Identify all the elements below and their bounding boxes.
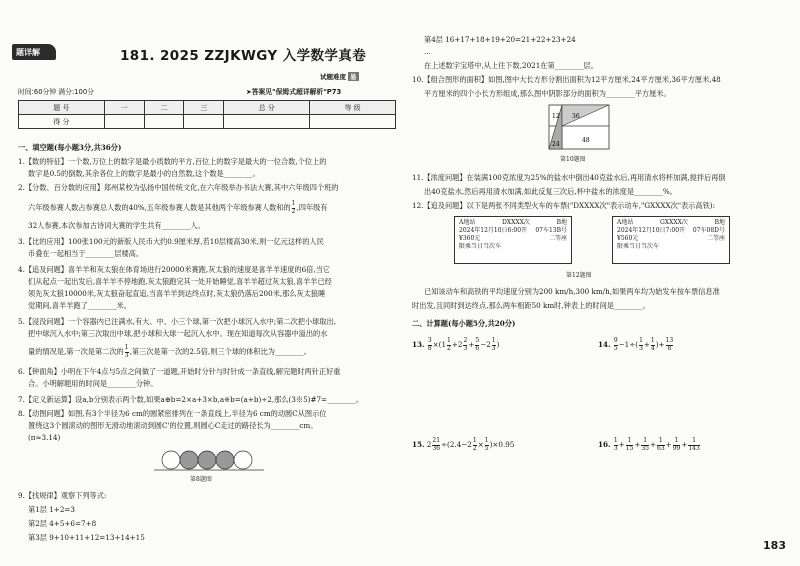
q5-text: 量的情况是,第一次是第二次的 [28, 347, 124, 356]
q5-line1: 5.【浸没问题】一个容器内已注满水,有大、中、小三个球,第一次把小球沉入水中;第二次把小球取出, [18, 317, 337, 326]
q2-text: ,四年级有 [296, 203, 328, 212]
ticket-note: 限乘当日当次车 [617, 243, 660, 250]
ticket-row [459, 235, 567, 243]
q13: 13. $\frac{3}{8}$ ×(1 $\frac{1}{2}$ +2 $\frac{2}{3}$ + $\frac{5}{6}$ −2 $\frac{1}{3}$ ) [412, 337, 500, 352]
q4-line1: 4.【追及问题】喜羊羊和灰太狼在体育场进行20000米赛跑,灰太狼的速度是喜羊羊速度的6倍,当它 [18, 265, 330, 274]
q10-line2: 平方厘米的四个小长方形组成,那么图中阴影部分的面积为________平方厘米。 [424, 89, 671, 98]
q2-line3: 32人参赛,本次参加古诗词大赛的学生共有________人。 [28, 221, 205, 230]
ticket-no: DXXXX次 [502, 219, 530, 226]
difficulty [320, 72, 359, 81]
area-label: 24 [552, 141, 560, 148]
q5-line2: 把中球沉入水中;第三次取出中球,把小球和大球一起沉入水中。现在知道每次从容器中溢出的水 [28, 329, 328, 338]
q9-line1: 9.【找规律】观察下列等式: [18, 491, 107, 500]
fraction: $\frac{1}{3}$ [124, 344, 129, 359]
page-title: 181. 2025 ZZJKWGY 入学数学真卷 [120, 48, 367, 64]
ticket-seat: 07车08D号 [692, 227, 725, 234]
ticket-to: B地 [556, 219, 567, 226]
q14: 14. $\frac{9}{5}$ −1÷( $\frac{1}{3}$ + $\frac{1}{4}$ )+ $\frac{13}{8}$ [598, 337, 674, 352]
ticket-price: ¥360元 [459, 235, 481, 242]
fixed-circle [180, 451, 198, 469]
ticket-no: GXXXX次 [660, 219, 688, 226]
q8-line2: 置绕这3个圆滚动的图形无滑动地滚动到圆C'的位置,则圆心C走过的路径长为________cm。 [28, 421, 318, 430]
fig8-caption: 第8题图 [190, 476, 212, 483]
q2-text: 六年级参赛人数占参赛总人数的40%,五年级参赛人数是其他两个年级参赛人数和的 [28, 203, 291, 212]
q4-line3: 领先灰太狼10000米,灰太狼奋起直追,当喜羊羊到达终点时,灰太狼仍落后200米,那么灰太狼睡 [28, 289, 326, 298]
q9-row4: 第4层 16+17+18+19+20=21+22+23+24 [424, 35, 576, 44]
q9-row2: 第2层 4+5+6=7+8 [28, 519, 97, 528]
q1-line2: 数字是0.5的倒数,其余各位上的数字是最小的自然数,这个数是________。 [28, 169, 260, 178]
ticket-time: 2024年12月10日7:00开 [617, 227, 686, 234]
fraction: $\frac{1}{143}$ [688, 437, 700, 452]
fraction: $\frac{1}{3}$ [491, 337, 496, 352]
rectangles-figure [548, 104, 610, 150]
q9-row3: 第3层 9+10+11+12=13+14+15 [28, 533, 145, 542]
fraction: $\frac{1}{5}$ [484, 437, 489, 452]
ticket-class: 二等座 [548, 235, 567, 242]
ticket-row [459, 227, 567, 235]
q15-num: 15. [412, 440, 425, 449]
q5-text: ,第三次是第一次的2.5倍,则三个球的体积比为________。 [129, 347, 311, 356]
fraction: $\frac{1}{15}$ [625, 437, 634, 452]
answer-ref: ➤答案见"保姆式超详解析"P73 [246, 88, 342, 96]
fraction: $\frac{1}{3}$ [639, 337, 643, 352]
q9-end: 在上述数字宝塔中,从上往下数,2021在第________层。 [424, 61, 598, 70]
q2-line2 [28, 201, 328, 215]
q9-row1: 第1层 1+2=3 [28, 505, 75, 514]
q1-line1: 1.【数的特征】一个数,万位上的数字是最小质数的平方,百位上的数字是最大的一位合数,个位上的 [18, 157, 327, 166]
ticket-row [617, 219, 725, 227]
q6-line1: 6.【钟面角】小明在下午4点与5点之间做了一道题,开始时分针与时针成一条直线,解完题时两针正好重 [18, 367, 341, 376]
fraction: $\frac{1}{63}$ [657, 437, 665, 452]
q14-num: 14. [598, 340, 611, 349]
circles-figure [154, 448, 264, 472]
moving-circle-end [234, 451, 252, 469]
fraction: $\frac{13}{8}$ [665, 337, 674, 352]
fig12-caption: 第12题图 [566, 272, 592, 279]
fraction: $\frac{1}{35}$ [641, 437, 649, 452]
score-cell[interactable] [310, 115, 396, 129]
score-cell[interactable] [224, 115, 310, 129]
score-cell[interactable] [144, 115, 184, 129]
difficulty-label: 试题难度 [320, 73, 346, 81]
q7-line: 7.【定义新运算】设a,b分别表示两个数,如果a⊕b=2×a+3×b,a※b=(a+b)÷2,那么(3※5)#7=________。 [18, 395, 364, 404]
fixed-circle [198, 451, 216, 469]
fraction: $\frac{21}{36}$ [432, 437, 441, 452]
q13-num: 13. [412, 340, 425, 349]
ticket-gaotie [612, 216, 730, 264]
section-fill: 一、填空题(每小题3分,共36分) [18, 143, 122, 152]
score-header: 总 分 [224, 101, 310, 115]
score-table [18, 100, 396, 129]
exam-meta: 时间:60分钟 满分:100分 [18, 88, 94, 96]
ticket-note: 限乘当日当次车 [459, 243, 502, 250]
score-header: 一 [104, 101, 144, 115]
q8-line3: (π≈3.14) [28, 433, 61, 442]
ticket-from: A地站 [459, 219, 476, 226]
area-label: 48 [582, 137, 590, 144]
fraction: $\frac{1}{2}$ [472, 437, 477, 452]
score-header: 题 号 [19, 101, 105, 115]
q10-line1: 10.【组合图形的面积】如图,图中大长方形分割出面积为12平方厘米,24平方厘米,36平方厘米,48 [412, 75, 721, 84]
detail-tag: 题详解 [12, 44, 56, 60]
ticket-row [617, 227, 725, 235]
fraction: $\frac{1}{3}$ [613, 437, 618, 452]
ticket-dongche [454, 216, 572, 264]
ticket-row [617, 235, 725, 243]
q11-line1: 11.【浓度问题】在装满100克浓度为25%的盐水中倒出40克盐水后,再用清水将杯加满,搅拌后再倒 [412, 173, 726, 182]
fig10-caption: 第10题图 [560, 156, 586, 163]
q2-line1: 2.【分数、百分数的应用】郑州某校为弘扬中国传统文化,在六年级举办书法大赛,其中六年级四个班的 [18, 183, 339, 192]
moving-circle-start [162, 451, 180, 469]
area-label: 36 [572, 113, 580, 120]
fraction: $\frac{1}{4}$ [650, 337, 655, 352]
ticket-row [459, 219, 567, 227]
ticket-class: 二等座 [706, 235, 725, 242]
q3-line2: 币叠在一起相当于________层楼高。 [28, 249, 144, 258]
ticket-price: ¥560元 [617, 235, 639, 242]
score-cell[interactable] [104, 115, 144, 129]
fraction: $\frac{5}{6}$ [475, 337, 480, 352]
q4-line4: 觉期间,喜羊羊跑了________米。 [28, 301, 131, 310]
fixed-circle [216, 451, 234, 469]
q12-line2: 已知该动车和高铁的平均速度分别为200 km/h,300 km/h,如果两车均为始发车按车票信息准 [424, 287, 720, 296]
score-header: 等 级 [310, 101, 396, 115]
q6-line2: 合。小明解题用的时间是________分钟。 [28, 379, 158, 388]
section-calc: 二、计算题(每小题5分,共20分) [412, 319, 516, 328]
score-cell[interactable] [184, 115, 224, 129]
score-header: 三 [184, 101, 224, 115]
fraction: $\frac{9}{5}$ [613, 337, 618, 352]
page-number: 183 [763, 539, 786, 552]
fraction: $\frac{1}{2}$ [291, 200, 296, 215]
q12-line3: 时出发,且同时到达终点,那么两车相距50 km时,钟表上的时间是________。 [412, 301, 650, 310]
q11-line2: 出40克盐水,然后再用清水加满,如此反复三次后,杯中盐水的浓度是________%。 [424, 187, 677, 196]
ticket-time: 2024年12月10日6:00开 [459, 227, 528, 234]
q3-line1: 3.【比的应用】100张100元的新版人民币大约0.9厘米厚,若10层楼高30米,则一亿元这样的人民 [18, 237, 324, 246]
q16-num: 16. [598, 440, 611, 449]
ticket-from: A地站 [617, 219, 634, 226]
q4-line2: 们从起点一起出发后,喜羊羊不停地跑,灰太狼跑完其一处开始睡觉,喜羊羊超过灰太狼,喜羊羊已经 [28, 277, 332, 286]
fraction: $\frac{1}{99}$ [672, 437, 681, 452]
score-header: 二 [144, 101, 184, 115]
q5-line3 [28, 345, 311, 359]
score-row-label: 得 分 [19, 115, 105, 129]
fraction: $\frac{2}{3}$ [463, 337, 468, 352]
area-label: 12 [552, 113, 560, 120]
fraction: $\frac{3}{8}$ [427, 337, 432, 352]
ticket-seat: 07车13B号 [535, 227, 567, 234]
difficulty-value: 易 [350, 73, 357, 81]
q16: 16. $\frac{1}{3}$ + $\frac{1}{15}$ + $\frac{1}{35}$ + $\frac{1}{63}$ + $\frac{1}{99}$ + $\frac{1}{143}$ [598, 437, 700, 452]
q9-dots: ... [424, 47, 431, 56]
q12-line1: 12.【追及问题】以下是两张不同类型火车的车票("DXXXX次"表示动车,"GXXXX次"表示高铁): [412, 201, 716, 210]
q15: 15. 2 $\frac{21}{36}$ ÷(2.4−2 $\frac{1}{2}$ × $\frac{1}{5}$ )×0.95 [412, 437, 515, 452]
fraction: $\frac{1}{2}$ [447, 337, 451, 352]
ticket-to: B地 [714, 219, 725, 226]
q8-line1: 8.【动图问题】如图,有3个半径为6 cm的圆紧密排列在一条直线上,半径为6 cm的动圆C从图示位 [18, 409, 327, 418]
